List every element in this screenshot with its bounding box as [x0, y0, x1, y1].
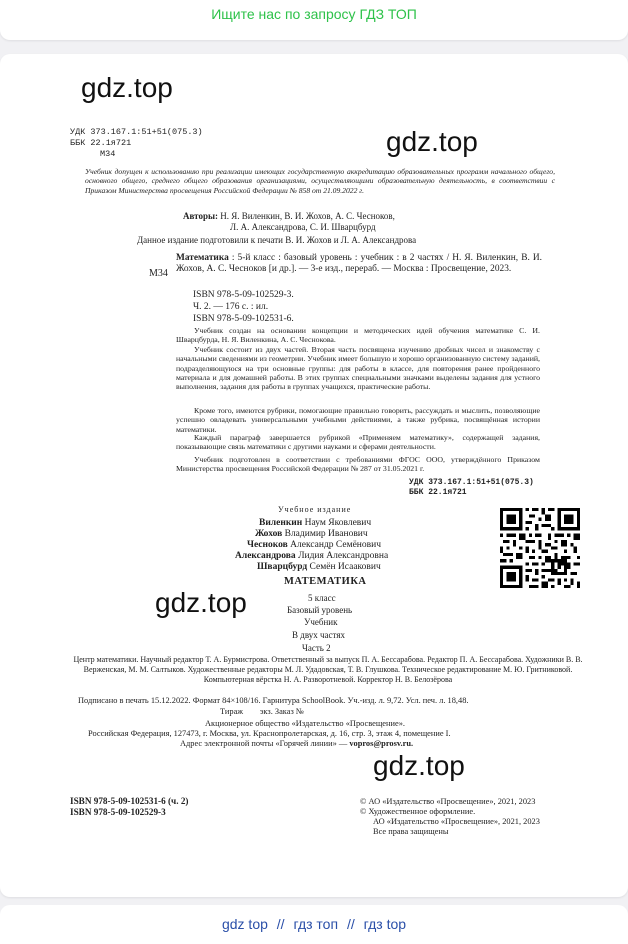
- author-surname: Шварцбурд: [257, 562, 308, 572]
- authors-line-1: [183, 211, 395, 222]
- watermark-4: gdz.top: [373, 750, 465, 781]
- isbn-2: ISBN 978-5-09-102531-6.: [193, 314, 294, 324]
- udk: УДК 373.167.1:51+51(075.3): [70, 127, 203, 137]
- footer-links: [0, 916, 628, 932]
- footer-separator: //: [346, 916, 355, 932]
- footer-separator: //: [276, 916, 285, 932]
- edition-type: Учебное издание: [278, 505, 352, 514]
- parts: В двух частях: [292, 630, 345, 640]
- bbk: ББК 22.1я721: [70, 138, 132, 148]
- author-surname: Жохов: [255, 529, 283, 539]
- publisher-1: Акционерное общество «Издательство «Просвещение».: [205, 719, 405, 728]
- author-name: Владимир Иванович: [284, 529, 368, 539]
- description-4: Каждый параграф завершается рубрикой «Применяем математику», содержащей задания, показывающие связь математики с другими науками и сферами деятельности.: [176, 433, 540, 452]
- description-1: Учебник создан на основании концепции и методических идей обучения математике С. И. Шварцбурда, Н. Я. Виленкина, А. С. Чеснокова.: [176, 326, 540, 345]
- author-name: Наум Яковлевич: [304, 518, 372, 528]
- credits: Центр математики. Научный редактор Т. А. Бурмистрова. Ответственный за выпуск П. А. Бессарабова. Редактор П. А. Бессарабова. Художники В. В. Верженская, М. М. Салтыков. Художественные редакторы М. Л. Удадовская, Т. В. Глушкова. Техническое редактирование М. Ю. Гритниковой. Компьютерная вёрстка Н. А. Разворотневой. Корректор Н. В. Белозёрова: [73, 655, 583, 685]
- description-5: Учебник подготовлен в соответствии с требованиями ФГОС ООО, утверждённого Приказом Министерства просвещения Российской Федерации № 287 от 31.05.2021 г.: [176, 455, 540, 474]
- description-3: Кроме того, имеются рубрики, помогающие правильно говорить, рассуждать и мыслить, позволяющие успешно овладевать универсальными учебными действиями, а также рубрика, посвящённая истории математики.: [176, 406, 540, 434]
- watermark-1: gdz.top: [81, 72, 173, 103]
- author-2: [255, 529, 368, 540]
- approval-text: Учебник допущен к использованию при реализации имеющих государственную аккредитацию образовательных программ начального общего, основного общего, среднего общего образования организациями, осуществляющими образовательную деятельность, в соответствии с Приказом Министерства просвещения Российской Федерации № 858 от 21.09.2022 г.: [85, 167, 555, 195]
- top-banner: [0, 0, 628, 40]
- code: М34: [100, 149, 116, 159]
- author-name: Лидия Александровна: [298, 551, 389, 561]
- copyright-4: Все права защищены: [373, 827, 449, 836]
- book-title: МАТЕМАТИКА: [284, 576, 367, 587]
- footer-link-3[interactable]: гдз top: [363, 916, 407, 932]
- isbn-set: ISBN 978-5-09-102529-3: [70, 807, 166, 817]
- entry-text: : 5-й класс : базовый уровень : учебник : в 2 частях / Н. Я. Виленкин, В. И. Жохов, А. С. Чесноков [и др.]. — 3-е изд., перераб. — Москва : Просвещение, 2023.: [176, 253, 542, 275]
- author-5: [257, 562, 381, 573]
- author-surname: Александрова: [235, 551, 296, 561]
- watermark-2: gdz.top: [386, 126, 478, 157]
- search-hint-link[interactable]: Ищите нас по запросу ГДЗ ТОП: [211, 6, 417, 22]
- author-surname: Виленкин: [259, 518, 303, 528]
- copyright-2: © Художественное оформление.: [360, 807, 476, 816]
- authors-list-1: Н. Я. Виленкин, В. И. Жохов, А. С. Чесноков,: [220, 211, 395, 221]
- publisher-3: [180, 738, 413, 749]
- authors-list-2: Л. А. Александрова, С. И. Шварцбурд: [230, 222, 376, 232]
- grade: 5 класс: [308, 593, 336, 603]
- description-2: Учебник состоит из двух частей. Вторая часть посвящена изучению дробных чисел и знакомству с начальными сведениями из геометрии. Учебник имеет большую и хорошо организованную систему заданий, подразделяющуюся на три основные группы: для работы в классе, для повторения ранее пройденного материала и для домашней работы. В этих группах специальными значками выделены задания для устного выполнения, задания для работы в группах учащихся, практические работы.: [176, 345, 540, 392]
- author-surname: Чесноков: [247, 540, 288, 550]
- authors-label: Авторы:: [183, 211, 218, 221]
- footer-link-2[interactable]: гдз топ: [293, 916, 339, 932]
- print-info-2: Тираж экз. Заказ №: [220, 707, 304, 716]
- isbn-1: ISBN 978-5-09-102529-3.: [193, 290, 294, 300]
- part-info: Ч. 2. — 176 с. : ил.: [193, 302, 269, 312]
- entry-title: Математика: [176, 253, 229, 263]
- hotline-email[interactable]: vopros@prosv.ru.: [349, 739, 414, 748]
- publisher-2: Российская Федерация, 127473, г. Москва, ул. Краснопролетарская, д. 16, стр. 3, этаж 4, помещение I.: [88, 729, 451, 738]
- level: Базовый уровень: [287, 605, 353, 615]
- copyright-3: АО «Издательство «Просвещение», 2021, 2023: [373, 817, 540, 826]
- udk-right: УДК 373.167.1:51+51(075.3): [409, 478, 534, 487]
- author-name: Александр Семёнович: [290, 540, 381, 550]
- print-info-1: Подписано в печать 15.12.2022. Формат 84×108/16. Гарнитура SchoolBook. Уч.-изд. л. 9,72. Усл. печ. л. 18,48.: [78, 696, 469, 705]
- author-name: Семён Исаакович: [309, 562, 381, 572]
- bbk-right: ББК 22.1я721: [409, 488, 467, 497]
- book-kind: Учебник: [304, 617, 338, 627]
- footer-link-1[interactable]: gdz top: [221, 916, 268, 932]
- author-4: [235, 551, 388, 562]
- code-side: М34: [149, 268, 168, 279]
- prepared-by: Данное издание подготовили к печати В. И. Жохов и Л. А. Александрова: [137, 235, 417, 245]
- qr-code: [500, 508, 580, 588]
- part-no: Часть 2: [302, 643, 331, 653]
- author-3: [247, 540, 381, 551]
- author-1: [259, 518, 371, 529]
- copyright-1: © АО «Издательство «Просвещение», 2021, 2023: [360, 797, 536, 806]
- catalog-entry: [176, 253, 542, 276]
- hotline-label: Адрес электронной почты «Горячей линии» —: [180, 739, 348, 748]
- watermark-3: gdz.top: [155, 587, 247, 618]
- isbn-part2: ISBN 978-5-09-102531-6 (ч. 2): [70, 796, 189, 806]
